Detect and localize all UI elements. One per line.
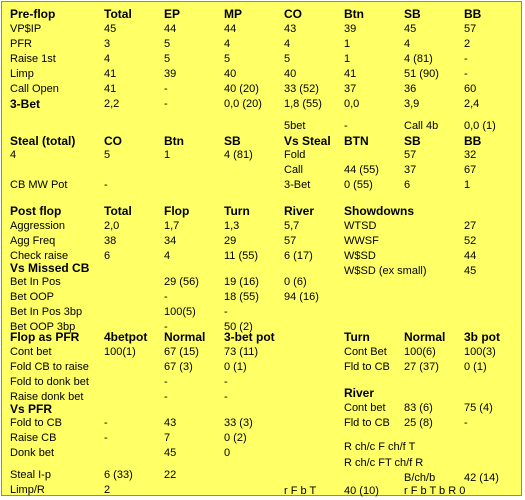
flop-pfr-cell: 100(1): [104, 346, 136, 358]
missed-cb-cell: 0 (6): [284, 276, 307, 288]
preflop-row-label: Limp: [10, 68, 34, 80]
flop-pfr-header: Flop as PFR: [10, 330, 80, 344]
missed-cb-cell: -: [164, 291, 168, 303]
rfbtr-label: r F b T b R 0: [404, 485, 466, 497]
flop-pfr-col-header: 4betpot: [104, 330, 148, 344]
steal-cell: 5: [104, 149, 111, 161]
flop-pfr-cell: 67 (3): [164, 361, 193, 373]
missed-cb-row-label: Bet In Pos 3bp: [10, 306, 83, 318]
postflop-cell: 2,0: [104, 220, 120, 232]
preflop-col-header: MP: [224, 7, 242, 21]
preflop-cell: 39: [164, 68, 177, 80]
vs-pfr-row-label: Fold to CB: [10, 417, 62, 429]
preflop-cell: 40: [224, 68, 237, 80]
preflop-col-header: CO: [284, 7, 302, 21]
bchb-value: 42 (14): [464, 472, 499, 484]
postflop-cell: 6 (17): [284, 250, 313, 262]
preflop-row-label: PFR: [10, 38, 32, 50]
preflop-cell: 4: [284, 38, 291, 50]
rchft-label: R ch/c FT ch/f R: [344, 457, 424, 469]
flop-pfr-col-header: 3-bet pot: [224, 330, 275, 344]
missed-cb-cell: 19 (16): [224, 276, 259, 288]
vs-steal-cell: 32: [464, 149, 477, 161]
vs-pfr-cell: -: [104, 417, 108, 429]
turn-cell: 0 (1): [464, 361, 487, 373]
postflop-col-header: Total: [104, 204, 132, 218]
vs-pfr-row-label: Donk bet: [10, 447, 55, 459]
showdowns-cell: 44: [464, 250, 477, 262]
vs-pfr-cell: 33 (3): [224, 417, 253, 429]
preflop-cell: 4 (81): [404, 53, 433, 65]
flop-pfr-cell: 67 (15): [164, 346, 199, 358]
preflop-cell: 41: [104, 68, 117, 80]
turn-row-label: Cont Bet: [344, 346, 387, 358]
preflop-cell: 51 (90): [404, 68, 439, 80]
preflop-cell: 2,2: [104, 98, 120, 110]
flop-pfr-cell: -: [164, 391, 168, 403]
preflop-cell: 3: [104, 38, 111, 50]
vs-steal-col-header: BB: [464, 134, 482, 148]
vs-steal-cell: 0 (55): [344, 179, 373, 191]
rch-label: R ch/c F ch/f T: [344, 441, 416, 453]
steal-header: Steal (total): [10, 134, 76, 148]
flop-pfr-col-header: Normal: [164, 330, 206, 344]
showdowns-header: Showdowns: [344, 204, 414, 218]
missed-cb-header: Vs Missed CB: [10, 261, 90, 275]
steal-cell: 1: [164, 149, 171, 161]
preflop-cell: 36: [404, 83, 417, 95]
missed-cb-cell: 50 (2): [224, 321, 253, 333]
preflop-row-label: 3-Bet: [10, 97, 41, 111]
postflop-col-header: Flop: [164, 204, 190, 218]
preflop-cell: 0,0: [344, 98, 360, 110]
preflop-cell: 4: [224, 38, 231, 50]
steal-limp-cell: 2: [104, 484, 111, 496]
preflop-cell: -: [164, 83, 168, 95]
steal-col-header: SB: [224, 134, 241, 148]
steal-col-header: CO: [104, 134, 122, 148]
postflop-cell: 34: [164, 235, 177, 247]
call4b-label: Call 4b: [404, 120, 439, 132]
postflop-cell: 38: [104, 235, 117, 247]
preflop-cell: 2: [464, 38, 471, 50]
flop-pfr-cell: -: [164, 376, 168, 388]
postflop-cell: 57: [284, 235, 297, 247]
preflop-cell: 57: [464, 23, 477, 35]
missed-cb-row-label: Bet OOP 3bp: [10, 321, 76, 333]
preflop-cell: 3,9: [404, 98, 420, 110]
preflop-row-label: Call Open: [10, 83, 59, 95]
missed-cb-cell: -: [224, 306, 228, 318]
fivebet-label: 5bet: [284, 120, 306, 132]
river-row-label: Cont bet: [344, 402, 386, 414]
vs-steal-row-label: Call: [284, 164, 303, 176]
flop-pfr-row-label: Raise donk bet: [10, 391, 84, 403]
preflop-row-label: Raise 1st: [10, 53, 56, 65]
steal-col-header: Btn: [164, 134, 184, 148]
postflop-cell: 11 (55): [224, 250, 259, 262]
missed-cb-cell: 100(5): [164, 306, 196, 318]
preflop-cell: 33 (52): [284, 83, 319, 95]
missed-cb-row-label: Bet In Pos: [10, 276, 61, 288]
postflop-cell: 5,7: [284, 220, 300, 232]
vs-steal-cell: 44 (55): [344, 164, 379, 176]
vs-pfr-header: Vs PFR: [10, 402, 53, 416]
preflop-col-header: Total: [104, 7, 132, 21]
missed-cb-cell: 18 (55): [224, 291, 259, 303]
vs-pfr-cell: 0: [224, 447, 231, 459]
vs-pfr-cell: 43: [164, 417, 177, 429]
vs-steal-cell: 37: [404, 164, 417, 176]
preflop-cell: 5: [284, 53, 291, 65]
call4b-value: 0,0 (1): [464, 120, 496, 132]
steal-limp-cell: 6 (33): [104, 469, 133, 481]
rfbt-value: 40 (10): [344, 485, 379, 497]
postflop-row-label: Agg Freq: [10, 235, 56, 247]
preflop-cell: 60: [464, 83, 477, 95]
flop-pfr-cell: -: [224, 391, 228, 403]
turn-cell: 100(3): [464, 346, 496, 358]
postflop-cell: 29: [224, 235, 237, 247]
postflop-cell: 6: [104, 250, 111, 262]
preflop-cell: 45: [104, 23, 117, 35]
cb-mw-pot-label: CB MW Pot: [10, 179, 68, 191]
flop-pfr-row-label: Fold CB to raise: [10, 361, 89, 373]
postflop-col-header: Turn: [224, 204, 250, 218]
preflop-cell: 1,8 (55): [284, 98, 322, 110]
preflop-cell: 45: [404, 23, 417, 35]
preflop-cell: 5: [164, 38, 171, 50]
turn-header: Turn: [344, 330, 370, 344]
cb-mw-pot-value: -: [104, 179, 108, 191]
preflop-cell: -: [464, 68, 468, 80]
preflop-cell: 40 (20): [224, 83, 259, 95]
river-cell: 83 (6): [404, 402, 433, 414]
steal-limp-row-label: Limp/R: [10, 484, 45, 496]
missed-cb-cell: 94 (16): [284, 291, 319, 303]
flop-pfr-row-label: Cont bet: [10, 346, 52, 358]
preflop-cell: 5: [164, 53, 171, 65]
turn-cell: 100(6): [404, 346, 436, 358]
postflop-header: Post flop: [10, 204, 62, 218]
vs-pfr-row-label: Raise CB: [10, 432, 57, 444]
rfbt-label: r F b T: [284, 485, 317, 497]
preflop-col-header: Btn: [344, 7, 364, 21]
showdowns-cell: 45: [464, 265, 477, 277]
flop-pfr-cell: 73 (11): [224, 346, 259, 358]
flop-pfr-row-label: Fold to donk bet: [10, 376, 89, 388]
turn-col-header: Normal: [404, 330, 446, 344]
postflop-cell: 1,7: [164, 220, 180, 232]
preflop-cell: 1: [344, 53, 351, 65]
steal-cell: 4 (81): [224, 149, 253, 161]
vs-steal-col-header: BTN: [344, 134, 369, 148]
flop-pfr-cell: -: [224, 376, 228, 388]
vs-pfr-cell: 45: [164, 447, 177, 459]
showdowns-row-label: WTSD: [344, 220, 377, 232]
postflop-cell: 1,3: [224, 220, 240, 232]
vs-steal-header: Vs Steal: [284, 134, 331, 148]
preflop-cell: 40: [284, 68, 297, 80]
preflop-cell: 39: [344, 23, 357, 35]
river-cell: 75 (4): [464, 402, 493, 414]
river-row-label: Fld to CB: [344, 417, 390, 429]
missed-cb-cell: -: [164, 321, 168, 333]
player-stats-panel: [1, 1, 522, 496]
flop-pfr-cell: 0 (1): [224, 361, 247, 373]
postflop-col-header: River: [284, 204, 315, 218]
showdowns-row-label: W$SD (ex small): [344, 265, 427, 277]
showdowns-cell: 27: [464, 220, 477, 232]
preflop-cell: 44: [224, 23, 237, 35]
vs-steal-cell: 1: [464, 179, 471, 191]
vs-pfr-cell: 7: [164, 432, 171, 444]
vs-steal-cell: 6: [404, 179, 411, 191]
turn-cell: 27 (37): [404, 361, 439, 373]
postflop-row-label: Aggression: [10, 220, 66, 232]
steal-limp-cell: 22: [164, 469, 177, 481]
preflop-cell: 4: [404, 38, 411, 50]
preflop-row-label: VP$IP: [10, 23, 42, 35]
preflop-cell: 1: [344, 38, 351, 50]
preflop-cell: 0,0 (20): [224, 98, 262, 110]
vs-steal-row-label: Fold: [284, 149, 306, 161]
missed-cb-row-label: Bet OOP: [10, 291, 55, 303]
showdowns-row-label: WWSF: [344, 235, 379, 247]
preflop-cell: 37: [344, 83, 357, 95]
preflop-cell: 4: [104, 53, 111, 65]
preflop-cell: -: [164, 98, 168, 110]
vs-pfr-cell: 0 (2): [224, 432, 247, 444]
fivebet-value: -: [344, 120, 348, 132]
bchb-label: B/ch/b: [404, 472, 436, 484]
preflop-cell: 41: [104, 83, 117, 95]
preflop-cell: 2,4: [464, 98, 480, 110]
vs-steal-row-label: 3-Bet: [284, 179, 311, 191]
steal-cell: 4: [10, 149, 17, 161]
vs-pfr-cell: -: [104, 432, 108, 444]
preflop-col-header: EP: [164, 7, 181, 21]
river-cell: 25 (8): [404, 417, 433, 429]
postflop-cell: 4: [164, 250, 171, 262]
preflop-header: Pre-flop: [10, 7, 56, 21]
preflop-cell: -: [464, 53, 468, 65]
preflop-col-header: SB: [404, 7, 421, 21]
showdowns-cell: 52: [464, 235, 477, 247]
preflop-cell: 41: [344, 68, 357, 80]
showdowns-row-label: W$SD: [344, 250, 376, 262]
river-header: River: [344, 386, 375, 400]
preflop-cell: 44: [164, 23, 177, 35]
vs-steal-col-header: SB: [404, 134, 421, 148]
postflop-row-label: Check raise: [10, 250, 69, 262]
missed-cb-cell: 29 (56): [164, 276, 199, 288]
vs-steal-cell: 67: [464, 164, 477, 176]
preflop-cell: 5: [224, 53, 231, 65]
preflop-col-header: BB: [464, 7, 482, 21]
turn-row-label: Fld to CB: [344, 361, 390, 373]
turn-col-header: 3b pot: [464, 330, 500, 344]
vs-steal-cell: 57: [404, 149, 417, 161]
steal-limp-row-label: Steal I-p: [10, 469, 51, 481]
preflop-cell: 43: [284, 23, 297, 35]
river-cell: -: [464, 417, 468, 429]
